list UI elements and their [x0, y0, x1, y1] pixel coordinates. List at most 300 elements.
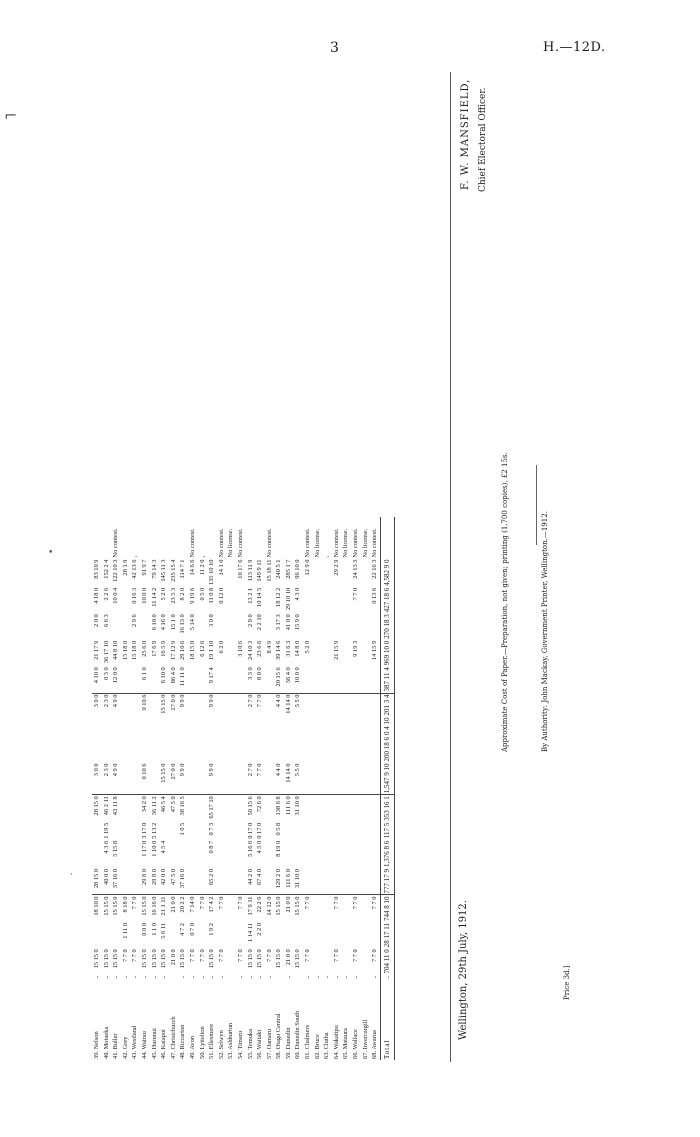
- amount-cell: [303, 587, 313, 614]
- amount-cell: 42 13 6: [131, 559, 139, 579]
- amount-cell: [140, 717, 150, 737]
- amount-cell: 4 18 0: [93, 587, 100, 604]
- amount-cell: 15 9 0: [294, 614, 302, 631]
- amount-cell: [265, 666, 275, 692]
- amount-cell: [236, 613, 246, 640]
- amount-cell: [188, 717, 198, 737]
- amount-cell: [361, 640, 371, 667]
- amount-cell: [236, 763, 246, 795]
- amount-cell: [361, 717, 371, 737]
- amount-cell: 0 4 10: [380, 717, 395, 737]
- amount-cell: [370, 693, 380, 717]
- amount-cell: 11 0 8: [208, 587, 216, 604]
- amount-cell: 7 14 0: [188, 896, 196, 913]
- leader-dots: ..: [265, 975, 273, 979]
- amount-cell: 1 1 0: [150, 923, 158, 936]
- amount-cell: 1 9 2: [208, 923, 216, 936]
- amount-cell: [303, 795, 313, 822]
- remark: No contest.: [265, 528, 273, 558]
- amount-cell: 138 6 8: [275, 796, 283, 816]
- amount-cell: 37 16 0: [112, 869, 120, 889]
- amount-cell: 10 17 6: [236, 559, 244, 579]
- amount-cell: [121, 795, 131, 822]
- amount-cell: [313, 763, 323, 795]
- leader-dots: ..: [256, 975, 264, 979]
- amount-cell: [303, 922, 313, 948]
- table-row: [92, 517, 102, 1060]
- amount-cell: [226, 922, 236, 948]
- column-rule: [169, 794, 179, 795]
- amount-cell: 15 15 0: [140, 949, 148, 969]
- amount-cell: [265, 868, 275, 895]
- column-rule: [140, 895, 150, 896]
- amount-cell: 0 17 0: [256, 822, 264, 839]
- amount-cell: 0 3 0: [102, 667, 110, 681]
- column-rule: [236, 693, 246, 694]
- amount-cell: [322, 613, 332, 640]
- total-row: [380, 517, 395, 1060]
- amount-cell: 149 9 11: [256, 559, 264, 582]
- column-rule: [351, 794, 361, 795]
- amount-cell: 9 19 6: [188, 587, 196, 604]
- amount-cell: 65 17 10: [208, 796, 216, 819]
- amount-cell: 1 10 0: [150, 840, 158, 857]
- amount-cell: 2 2 0: [256, 923, 264, 936]
- amount-cell: [111, 822, 121, 840]
- remark: [92, 517, 102, 559]
- column-rule: [370, 693, 380, 694]
- amount-cell: [226, 717, 236, 737]
- amount-cell: [130, 717, 140, 737]
- column-rule: [303, 794, 313, 795]
- amount-cell: [130, 795, 140, 822]
- table-row: [130, 517, 140, 1060]
- amount-cell: 24 10 3: [246, 640, 254, 660]
- column-rule: [284, 693, 294, 694]
- amount-cell: [130, 693, 140, 717]
- column-rule: [198, 895, 208, 896]
- amount-cell: [284, 822, 294, 840]
- amount-cell: 111 6 0: [284, 796, 292, 815]
- amount-cell: [226, 736, 236, 763]
- amount-cell: 7 7 0: [352, 896, 360, 910]
- amount-cell: 0 7 0: [188, 923, 196, 936]
- amount-cell: 15 15 0: [102, 949, 110, 969]
- amount-cell: [226, 948, 236, 974]
- amount-cell: [341, 666, 351, 692]
- table-row: [322, 517, 332, 1060]
- amount-cell: [102, 717, 112, 737]
- amount-cell: [351, 868, 361, 895]
- amount-cell: 4 5 0: [256, 840, 264, 854]
- amount-cell: [121, 613, 131, 640]
- column-rule: [380, 895, 395, 896]
- amount-cell: 29 8 0: [140, 869, 148, 885]
- amount-cell: 6 10 0: [150, 614, 158, 631]
- amount-cell: 10 0 0: [140, 587, 148, 604]
- column-rule: [265, 693, 275, 694]
- amount-cell: 969 10 0: [380, 640, 395, 667]
- column-rule: [150, 895, 160, 896]
- amount-cell: [236, 822, 246, 840]
- amount-cell: 117 5: [380, 822, 395, 840]
- amount-cell: [226, 587, 236, 614]
- amount-cell: 285 1 7: [284, 559, 292, 579]
- amount-cell: [121, 840, 131, 868]
- amount-cell: 8 0 0: [256, 667, 264, 681]
- amount-cell: [265, 736, 275, 763]
- amount-cell: [313, 948, 323, 974]
- amount-cell: [332, 922, 342, 948]
- amount-cell: 744 8 10: [380, 895, 395, 922]
- column-rule: [198, 693, 208, 694]
- amount-cell: [322, 948, 332, 974]
- amount-cell: [351, 693, 361, 717]
- amount-cell: [236, 922, 246, 948]
- amount-cell: [188, 868, 198, 895]
- amount-cell: [303, 822, 313, 840]
- amount-cell: [92, 717, 102, 737]
- amount-cell: 1 17 0: [140, 840, 148, 857]
- remark: [169, 517, 179, 559]
- column-rule: [92, 794, 102, 795]
- amount-cell: [226, 559, 236, 587]
- amount-cell: 7 7 0: [217, 896, 225, 910]
- amount-cell: 29 8 0: [150, 869, 158, 885]
- amount-cell: 3 3 0: [246, 667, 254, 681]
- amount-cell: [274, 922, 284, 948]
- amount-cell: 2 0 0: [93, 614, 100, 628]
- amount-cell: [188, 795, 198, 822]
- leader-dots: [274, 975, 284, 981]
- amount-cell: [341, 559, 351, 587]
- amount-cell: [274, 717, 284, 737]
- amount-cell: 50 15 6: [246, 796, 254, 816]
- amount-cell: [361, 559, 371, 587]
- amount-cell: 10 0 0: [294, 667, 302, 684]
- amount-cell: 2 2 6: [102, 587, 110, 601]
- amount-cell: [130, 763, 140, 795]
- amount-cell: [341, 868, 351, 895]
- amount-cell: 0 12 0: [217, 587, 225, 604]
- amount-cell: [150, 666, 160, 692]
- amount-cell: 8 18 0: [121, 896, 129, 913]
- district-label: 60. Dunedin South: [294, 1010, 302, 1059]
- amount-cell: 39 14 6: [275, 640, 283, 660]
- amount-cell: [236, 840, 246, 868]
- amount-cell: [217, 666, 227, 692]
- amount-cell: 15 18 0: [121, 640, 129, 660]
- table-row: [303, 517, 313, 1060]
- table-row: [341, 517, 351, 1060]
- column-rule: [313, 794, 323, 795]
- amount-cell: 25 6 0: [140, 640, 148, 657]
- amount-cell: 0 7 3: [208, 822, 216, 836]
- amount-cell: 21 0 0: [284, 896, 292, 913]
- remark: No contest.: [304, 528, 312, 558]
- amount-cell: [361, 763, 371, 795]
- amount-cell: [341, 613, 351, 640]
- amount-cell: [178, 840, 188, 868]
- amount-cell: [361, 922, 371, 948]
- amount-cell: 387 11 4: [380, 666, 395, 692]
- amount-cell: [322, 640, 332, 667]
- amount-cell: [351, 822, 361, 840]
- column-rule: [102, 693, 112, 694]
- amount-cell: 5 2 0: [304, 640, 312, 654]
- amount-cell: 2 2 10: [256, 614, 264, 631]
- amount-cell: 23 5 3: [169, 587, 177, 604]
- amount-cell: 1 0 5: [179, 822, 187, 836]
- amount-cell: 7 7 0: [131, 896, 139, 910]
- amount-cell: 1 11 0: [121, 923, 129, 939]
- column-rule: [150, 693, 160, 694]
- amount-cell: 8 2 0: [179, 587, 187, 601]
- table-row: [236, 517, 246, 1060]
- amount-cell: [198, 822, 208, 840]
- amount-cell: [198, 763, 208, 795]
- amount-cell: 2 3 0: [102, 694, 110, 708]
- amount-cell: 65 2 0: [208, 869, 216, 885]
- amount-cell: 21 15 9: [332, 640, 340, 660]
- amount-cell: [361, 895, 371, 922]
- amount-cell: 16 16 0: [150, 896, 158, 916]
- amount-cell: 15 15 0: [246, 949, 254, 969]
- remark: No contest.: [188, 528, 196, 558]
- district-label: 56. Waitaki: [256, 1029, 264, 1059]
- amount-cell: 4 3 0: [294, 587, 302, 601]
- amount-cell: [322, 736, 332, 763]
- amount-cell: [246, 736, 256, 763]
- amount-cell: [169, 840, 179, 868]
- amount-cell: [284, 717, 294, 737]
- amount-cell: [351, 666, 361, 692]
- amount-cell: [322, 559, 332, 587]
- amount-cell: 0 5 0: [198, 587, 206, 601]
- table-row: [293, 517, 303, 1060]
- column-rule: [159, 693, 169, 694]
- column-rule: [293, 794, 303, 795]
- signatory-title: Chief Electoral Officer.: [478, 87, 488, 192]
- district-label: 48. Riccarton: [179, 1024, 187, 1059]
- amount-cell: [198, 922, 208, 948]
- amount-cell: 15 15 0: [208, 949, 216, 969]
- amount-cell: [130, 736, 140, 763]
- district-label: 67. Invercargill: [361, 1019, 369, 1059]
- leader-dots: [169, 975, 179, 981]
- amount-cell: 15 15 0: [112, 949, 120, 969]
- amount-cell: [351, 922, 361, 948]
- remark: [207, 517, 217, 559]
- table-row: [188, 517, 198, 1060]
- amount-cell: 28 17 11: [380, 922, 395, 948]
- amount-cell: 353 16 1: [380, 795, 395, 822]
- amount-cell: 3 17 3: [275, 614, 283, 631]
- column-rule: [121, 693, 131, 694]
- column-rule: [255, 794, 265, 795]
- amount-cell: 14 12 0: [265, 896, 273, 916]
- amount-cell: 2 7 0: [246, 694, 254, 708]
- column-rule: [361, 794, 371, 795]
- amount-cell: 47 5 0: [169, 869, 177, 885]
- column-rule: [92, 895, 102, 896]
- amount-cell: [140, 613, 150, 640]
- leader-dots: ..: [380, 975, 395, 981]
- leader-dots: ..: [160, 975, 168, 979]
- amount-cell: 29 2 9: [332, 559, 340, 576]
- returns-table-rotated: [92, 120, 472, 1060]
- amount-cell: [226, 840, 236, 868]
- amount-cell: [313, 587, 323, 614]
- column-rule: [284, 794, 294, 795]
- amount-cell: [361, 736, 371, 763]
- column-rule: [169, 693, 179, 694]
- amount-cell: [198, 613, 208, 640]
- amount-cell: [226, 763, 236, 795]
- amount-cell: [361, 948, 371, 974]
- amount-cell: 4 7 2: [179, 923, 187, 936]
- amount-cell: 2 9 0: [246, 614, 254, 628]
- scan-mark: •: [48, 548, 54, 558]
- amount-cell: [341, 736, 351, 763]
- amount-cell: 27 0 0: [169, 694, 177, 711]
- amount-cell: 0 10 6: [140, 763, 148, 780]
- amount-cell: [150, 736, 160, 763]
- amount-cell: 135 10 10: [208, 559, 216, 586]
- amount-cell: [159, 822, 169, 840]
- amount-cell: 15 15 0: [275, 949, 283, 969]
- scan-mark: ·: [70, 870, 73, 880]
- authority-rule: [536, 465, 537, 545]
- amount-cell: [188, 736, 198, 763]
- amount-cell: 22 2 6: [256, 896, 264, 913]
- column-rule: [121, 794, 131, 795]
- amount-cell: 3 0 0: [208, 614, 216, 628]
- amount-cell: [198, 868, 208, 895]
- amount-cell: [226, 640, 236, 667]
- remark: ,: [131, 555, 139, 558]
- column-rule: [159, 794, 169, 795]
- amount-cell: 15 15 0: [140, 896, 148, 916]
- amount-cell: 7 7 0: [371, 949, 379, 963]
- amount-cell: 3 0 0: [93, 694, 100, 708]
- column-rule: [274, 794, 284, 795]
- amount-cell: [370, 666, 380, 692]
- amount-cell: [351, 795, 361, 822]
- remark: [178, 517, 188, 559]
- amount-cell: 14 14 0: [284, 763, 292, 783]
- amount-cell: [130, 840, 140, 868]
- amount-cell: 7 7 0: [188, 949, 196, 963]
- amount-cell: [226, 868, 236, 895]
- amount-cell: [322, 717, 332, 737]
- remark: [274, 517, 284, 559]
- amount-cell: [265, 840, 275, 868]
- amount-cell: [217, 868, 227, 895]
- column-rule: [102, 895, 112, 896]
- district-label: 66. Wallace: [352, 1029, 360, 1059]
- column-rule: [178, 693, 188, 694]
- amount-cell: [322, 693, 332, 717]
- column-rule: [361, 693, 371, 694]
- amount-cell: [265, 717, 275, 737]
- amount-cell: 36 17 10: [102, 640, 110, 664]
- remark: No contest.: [352, 528, 360, 558]
- amount-cell: [121, 868, 131, 895]
- total-rule: [450, 72, 451, 1062]
- amount-cell: 4 16 0: [160, 614, 168, 631]
- amount-cell: [150, 717, 160, 737]
- column-rule: [226, 794, 236, 795]
- amount-cell: [159, 736, 169, 763]
- leader-dots: ..: [371, 975, 379, 979]
- column-rule: [246, 794, 256, 795]
- amount-cell: 5 6 11: [160, 923, 168, 939]
- amount-cell: [322, 922, 332, 948]
- district-label: 41. Buller: [112, 1033, 120, 1059]
- amount-cell: [313, 922, 323, 948]
- amount-cell: [121, 693, 131, 717]
- amount-cell: [102, 736, 112, 763]
- column-rule: [361, 895, 371, 896]
- amount-cell: 67 4 0: [256, 869, 264, 885]
- amount-cell: [198, 795, 208, 822]
- amount-cell: 2 3 0: [102, 763, 110, 777]
- district-label: 50. Lyttelton: [198, 1026, 206, 1059]
- amount-cell: [178, 717, 188, 737]
- district-label: 43. Westland: [131, 1025, 139, 1059]
- amount-cell: 43 11 8: [112, 796, 120, 816]
- amount-cell: 20 2 2: [179, 896, 187, 913]
- leader-dots: ..: [198, 975, 206, 979]
- table-row: [140, 517, 150, 1060]
- column-rule: [341, 794, 351, 795]
- amount-cell: 1 14 11: [246, 923, 254, 942]
- leader-dots: ..: [208, 975, 216, 979]
- amount-cell: [207, 736, 217, 763]
- amount-cell: 15 18 0: [131, 640, 139, 660]
- remark: No contest.: [236, 528, 244, 558]
- amount-cell: [188, 666, 198, 692]
- amount-cell: 9 9 0: [179, 763, 187, 777]
- amount-cell: 9 17 4: [208, 667, 216, 684]
- amount-cell: [322, 840, 332, 868]
- table-row: [169, 517, 179, 1060]
- remark: No contest.: [332, 528, 340, 558]
- remark: No license.: [227, 528, 235, 558]
- amount-cell: [150, 763, 160, 795]
- amount-cell: 21 1 11: [160, 896, 168, 916]
- amount-cell: 15 15 0: [160, 949, 168, 969]
- amount-cell: [111, 717, 121, 737]
- amount-cell: [332, 666, 342, 692]
- amount-cell: 13 2 1: [246, 587, 254, 604]
- amount-cell: 7 7 0: [198, 896, 206, 910]
- amount-cell: 7 7 0: [304, 949, 312, 963]
- amount-cell: [351, 736, 361, 763]
- amount-cell: [351, 613, 361, 640]
- column-rule: [322, 693, 332, 694]
- table-row: [361, 517, 371, 1060]
- amount-cell: 200 18 6: [380, 736, 395, 763]
- amount-cell: 111 6 0: [284, 869, 292, 888]
- amount-cell: [361, 795, 371, 822]
- amount-cell: [226, 693, 236, 717]
- column-rule: [322, 895, 332, 896]
- amount-cell: 4 5 4: [160, 840, 168, 854]
- amount-cell: [255, 717, 265, 737]
- amount-cell: [341, 948, 351, 974]
